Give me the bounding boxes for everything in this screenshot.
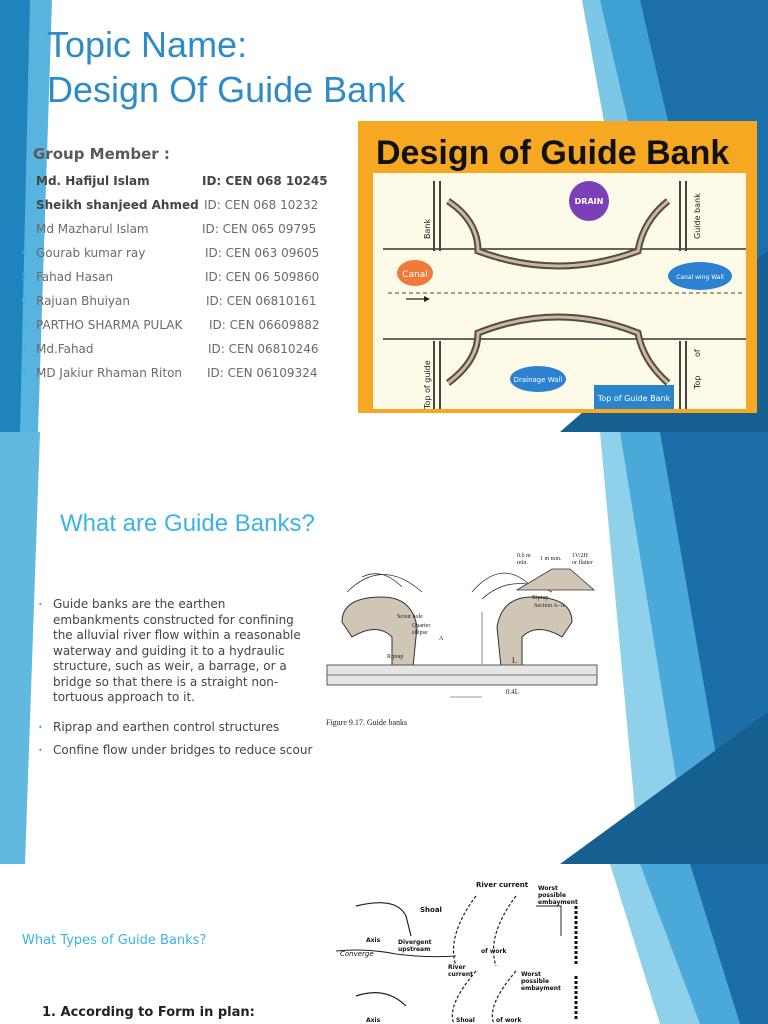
river-current-label: River current	[476, 881, 529, 889]
label-ellipse: ellipse	[412, 630, 428, 636]
title-line-2: Design Of Guide Bank	[47, 69, 406, 110]
worst-label: Worst	[538, 885, 558, 892]
canal-label: Canal	[402, 270, 428, 280]
shoal-label-2: Shoal	[456, 1017, 475, 1024]
slide-3	[0, 864, 768, 1024]
member-row: 6. Rajuan Bhuiyan ID: CEN 06810161	[21, 294, 317, 308]
bullet-dot-icon: •	[38, 600, 43, 609]
label-04l: 0.4L	[506, 688, 520, 696]
divergent-label: Divergent	[398, 939, 432, 946]
slide-1-title	[47, 22, 405, 112]
of-work-label-2: of work	[496, 1017, 522, 1024]
bullet-dot-icon: •	[38, 723, 43, 732]
label-section-aa: Section A–A	[534, 603, 565, 609]
guide-bank-diagram	[358, 121, 757, 413]
figure-heading: Design of Guide Bank	[376, 134, 730, 172]
converge-label: Converge	[340, 950, 374, 958]
top-label: Top	[693, 375, 702, 389]
title-line-1: Topic Name:	[47, 24, 248, 65]
member-row: 7. PARTHO SHARMA PULAK ID: CEN 06609882	[21, 318, 320, 332]
embayment-label-2: embayment	[521, 985, 561, 992]
bullet-1: • Guide banks are the earthen embankments constructed for confining the alluvial river flow within a reasonable waterway and guiding it to a hydraulic structure, such as weir, a barrage, or a bridge so that there is a straight non-tortuous approach to it.	[38, 597, 301, 704]
axis-label: Axis	[366, 937, 381, 944]
slide-1	[0, 0, 768, 432]
top-of-guide-label: Top of guide	[423, 360, 432, 409]
member-row: . Md Mazharul Islam ID: CEN 065 09795	[27, 222, 317, 236]
drain-label: DRAIN	[574, 197, 604, 206]
member-row: 9. MD Jakiur Rhaman Riton ID: CEN 06109324	[21, 366, 318, 380]
current-label: current	[448, 971, 473, 978]
label-06m: 0.6 m	[517, 553, 531, 559]
group-member-label: Group Member :	[33, 145, 170, 163]
canal-wall-label: Canal wing Wall	[676, 274, 724, 281]
drainage-wall-label: Drainage Wall	[513, 376, 563, 384]
worst-label-2: Worst	[521, 971, 541, 978]
top-guide-bank-label: Top of Guide Bank	[597, 394, 671, 403]
guide-bank-figure	[358, 121, 757, 413]
guide-bank-label: Guide bank	[693, 193, 702, 239]
axis-label-2: Axis	[366, 1017, 381, 1024]
bullet-2: • Riprap and earthen control structures	[38, 720, 280, 734]
label-flatter: or flatter	[572, 560, 593, 566]
possible-label: possible	[538, 892, 567, 899]
upstream-label: upstream	[398, 946, 431, 953]
member-row: 5. Fahad Hasan ID: CEN 06 509860	[21, 270, 320, 284]
label-min: min.	[517, 560, 528, 566]
slide-2	[0, 432, 768, 864]
form-in-plan-heading: 1. According to Form in plan:	[42, 1005, 255, 1020]
slide-3-heading: What Types of Guide Banks?	[22, 933, 207, 948]
label-riprap: Riprap	[387, 654, 404, 660]
member-row: Md. Hafijul Islam ID: CEN 068 10245	[36, 174, 328, 188]
guide-banks-section-figure	[322, 547, 604, 737]
of-work-label: of work	[481, 948, 507, 955]
guide-bank-types-figure	[336, 876, 600, 1024]
shoal-label: Shoal	[420, 906, 442, 914]
label-1m: 1 m min.	[540, 556, 562, 562]
label-l: L	[512, 656, 517, 665]
label-slope: 1V:2H	[572, 553, 588, 559]
label-aa: A	[439, 636, 444, 642]
bullet-dot-icon: •	[38, 746, 43, 755]
bank-label: Bank	[423, 218, 432, 239]
of-label: of	[693, 349, 702, 357]
figure-caption: Figure 9.17. Guide banks	[326, 718, 408, 727]
member-row: 4. Gourab kumar ray ID: CEN 063 09605	[21, 246, 320, 260]
river-label: River	[448, 964, 466, 971]
label-quarter: Quarter	[412, 623, 431, 629]
member-row: . Sheikh shanjeed Ahmed ID: CEN 068 10232	[27, 198, 319, 212]
bullet-3: • Confine flow under bridges to reduce scour	[38, 743, 313, 757]
possible-label-2: possible	[521, 978, 550, 985]
slide-2-heading: What are Guide Banks?	[60, 510, 315, 537]
label-riprap2: Riprap	[532, 595, 549, 601]
embayment-label: embayment	[538, 899, 578, 906]
member-row: 8. Md.Fahad ID: CEN 06810246	[21, 342, 319, 356]
label-scour-hole: Scour hole	[397, 614, 423, 620]
